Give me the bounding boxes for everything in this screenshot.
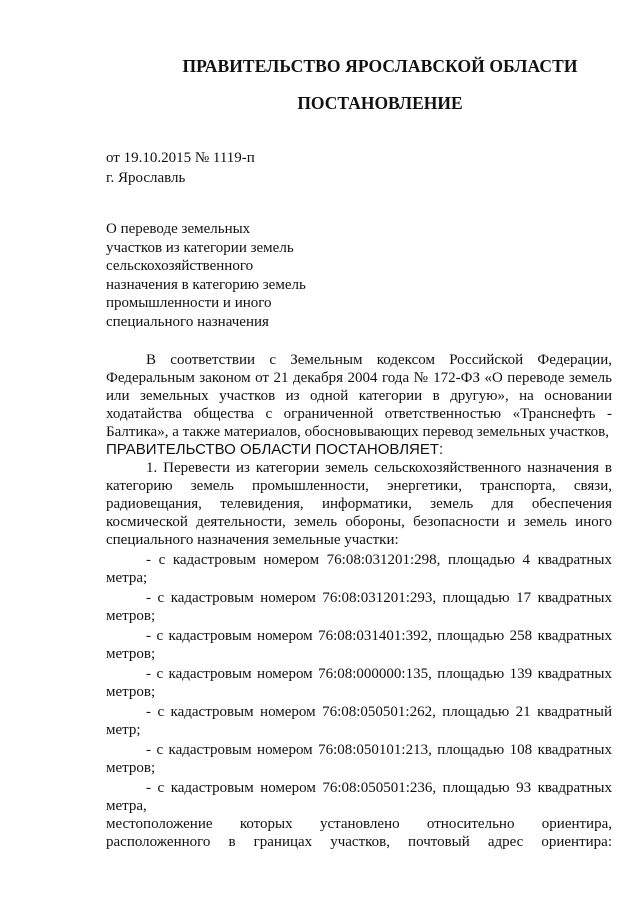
city: г. Ярославль — [106, 170, 186, 186]
document-body — [106, 351, 612, 851]
parcel-item: - с кадастровым номером 76:08:031201:298, площадью 4 квадратных метра; — [106, 552, 612, 586]
parcel-item: - с кадастровым номером 76:08:050101:213, площадью 108 квадратных метров; — [106, 742, 612, 776]
resolves-heading: ПРАВИТЕЛЬСТВО ОБЛАСТИ ПОСТАНОВЛЯЕТ: — [106, 441, 444, 458]
government-title: ПРАВИТЕЛЬСТВО ЯРОСЛАВСКОЙ ОБЛАСТИ — [182, 56, 578, 76]
location-line: расположенного в границах участков, почтовый адрес ориентира: — [106, 834, 612, 850]
document-meta — [106, 148, 255, 188]
document-type: ПОСТАНОВЛЕНИЕ — [297, 93, 463, 113]
date-number: от 19.10.2015 № 1119-п — [106, 150, 255, 166]
parcel-item: - с кадастровым номером 76:08:050501:262, площадью 21 квадратный метр; — [106, 704, 612, 738]
subject-line: О переводе земельных — [106, 221, 251, 237]
parcel-item: - с кадастровым номером 76:08:000000:135, площадью 139 квадратных метров; — [106, 666, 612, 700]
subject-line: специального назначения — [106, 313, 269, 330]
subject-line: сельскохозяйственного — [106, 258, 254, 274]
location-line: местоположение которых установлено относительно ориентира, — [106, 816, 612, 832]
parcel-item: - с кадастровым номером 76:08:050501:236, площадью 93 квадратных метра, — [106, 780, 612, 814]
subject-line: промышленности и иного — [106, 295, 272, 311]
parcel-item: - с кадастровым номером 76:08:031201:293, площадью 17 квадратных метров; — [106, 590, 612, 624]
parcel-item: - с кадастровым номером 76:08:031401:392, площадью 258 квадратных метров; — [106, 628, 612, 662]
subject-line: назначения в категорию земель — [106, 276, 306, 293]
preamble: В соответствии с Земельным кодексом Российской Федерации, Федеральным законом от 21 декабря 2004 года № 172-ФЗ «О переводе земель или земельных участков из одной категории в другую», на основании ходатайства общества с ограниченной ответственностью «Транснефть - Балтика», а также материалов, обосновывающих перевод земельных участков, — [106, 352, 612, 440]
point-1: 1. Перевести из категории земель сельскохозяйственного назначения в категорию земель промышленности, энергетики, транспорта, связи, радиовещания, телевидения, информатики, земель для обеспечения космической деятельности, земель обороны, безопасности и земель иного специального назначения земельные участки: — [106, 460, 612, 548]
subject-line: участков из категории земель — [106, 239, 294, 256]
subject-block — [106, 220, 366, 331]
